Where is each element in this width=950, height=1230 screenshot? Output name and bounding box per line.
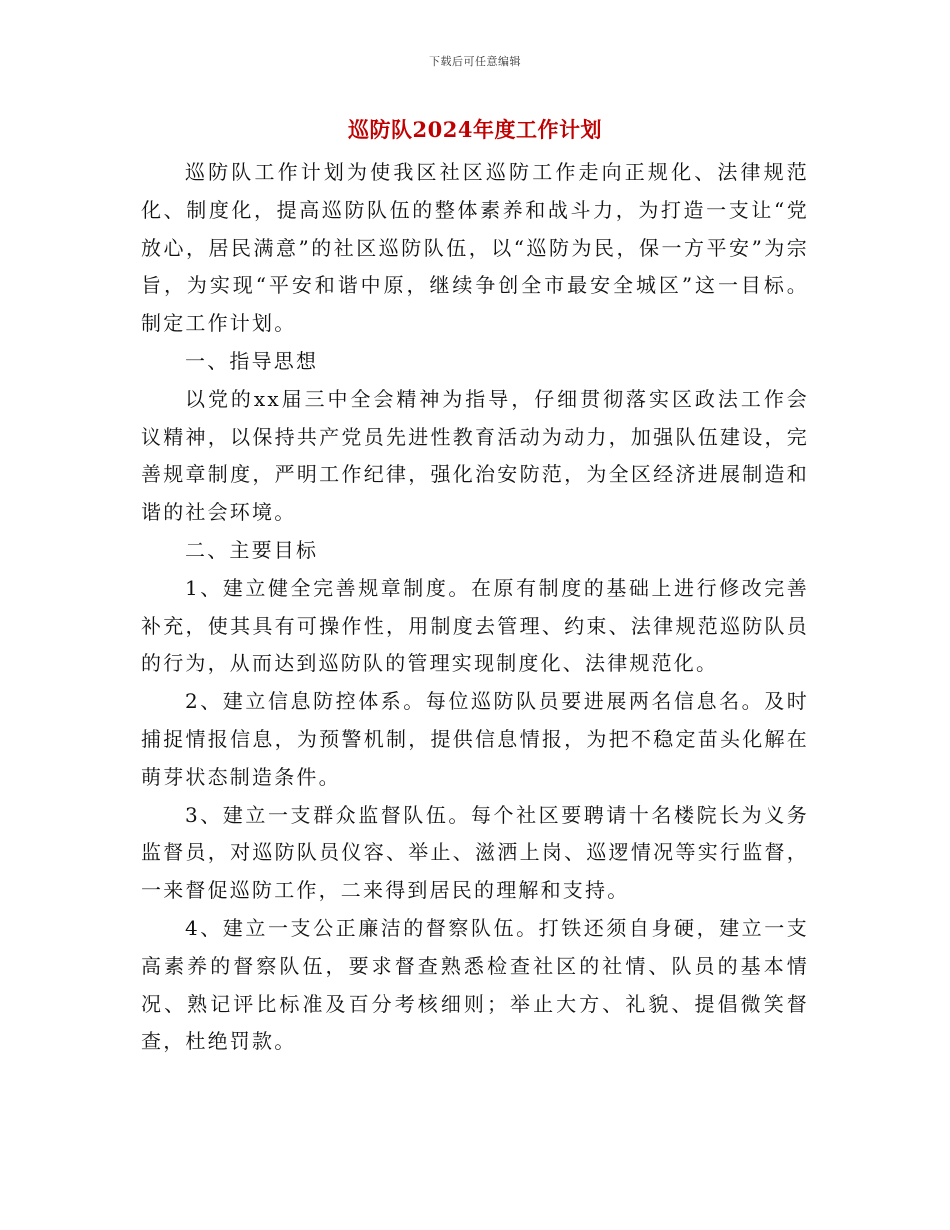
document-body [141,154,809,1061]
paragraph-goal-3: 3、建立一支群众监督队伍。每个社区要聘请十名楼院长为义务监督员，对巡防队员仪容、举止、滋洒上岗、巡逻情况等实行监督，一来督促巡防工作，二来得到居民的理解和支持。 [141,802,809,903]
header-note: 下载后可任意编辑 [429,55,521,68]
section-heading-guiding-thought: 一、指导思想 [185,348,319,373]
paragraph-intro: 巡防队工作计划为使我区社区巡防工作走向正规化、法律规范化、制度化，提高巡防队伍的整体素养和战斗力，为打造一支让“党放心，居民满意”的社区巡防队伍，以“巡防为民，保一方平安”为宗旨，为实现“平安和谐中原，继续争创全市最安全城区”这一目标。制定工作计划。 [141,160,809,336]
document-title: 巡防队2024年度工作计划 [348,117,602,142]
section-heading-main-goals: 二、主要目标 [185,537,319,562]
paragraph-goal-4: 4、建立一支公正廉洁的督察队伍。打铁还须自身硬，建立一支高素养的督察队伍，要求督查熟悉检查社区的社情、队员的基本情况、熟记评比标准及百分考核细则；举止大方、礼貌、提倡微笑督查，杜绝罚款。 [141,915,809,1054]
paragraph-guiding-thought: 以党的xx届三中全会精神为指导，仔细贯彻落实区政法工作会议精神，以保持共产党员先进性教育活动为动力，加强队伍建设，完善规章制度，严明工作纪律，强化治安防范，为全区经济进展制造和谐的社会环境。 [141,386,809,525]
paragraph-goal-1: 1、建立健全完善规章制度。在原有制度的基础上进行修改完善补充，使其具有可操作性，用制度去管理、约束、法律规范巡防队员的行为，从而达到巡防队的管理实现制度化、法律规范化。 [141,575,809,676]
paragraph-goal-2: 2、建立信息防控体系。每位巡防队员要进展两名信息名。及时捕捉情报信息，为预警机制，提供信息情报，为把不稳定苗头化解在萌芽状态制造条件。 [141,689,809,789]
